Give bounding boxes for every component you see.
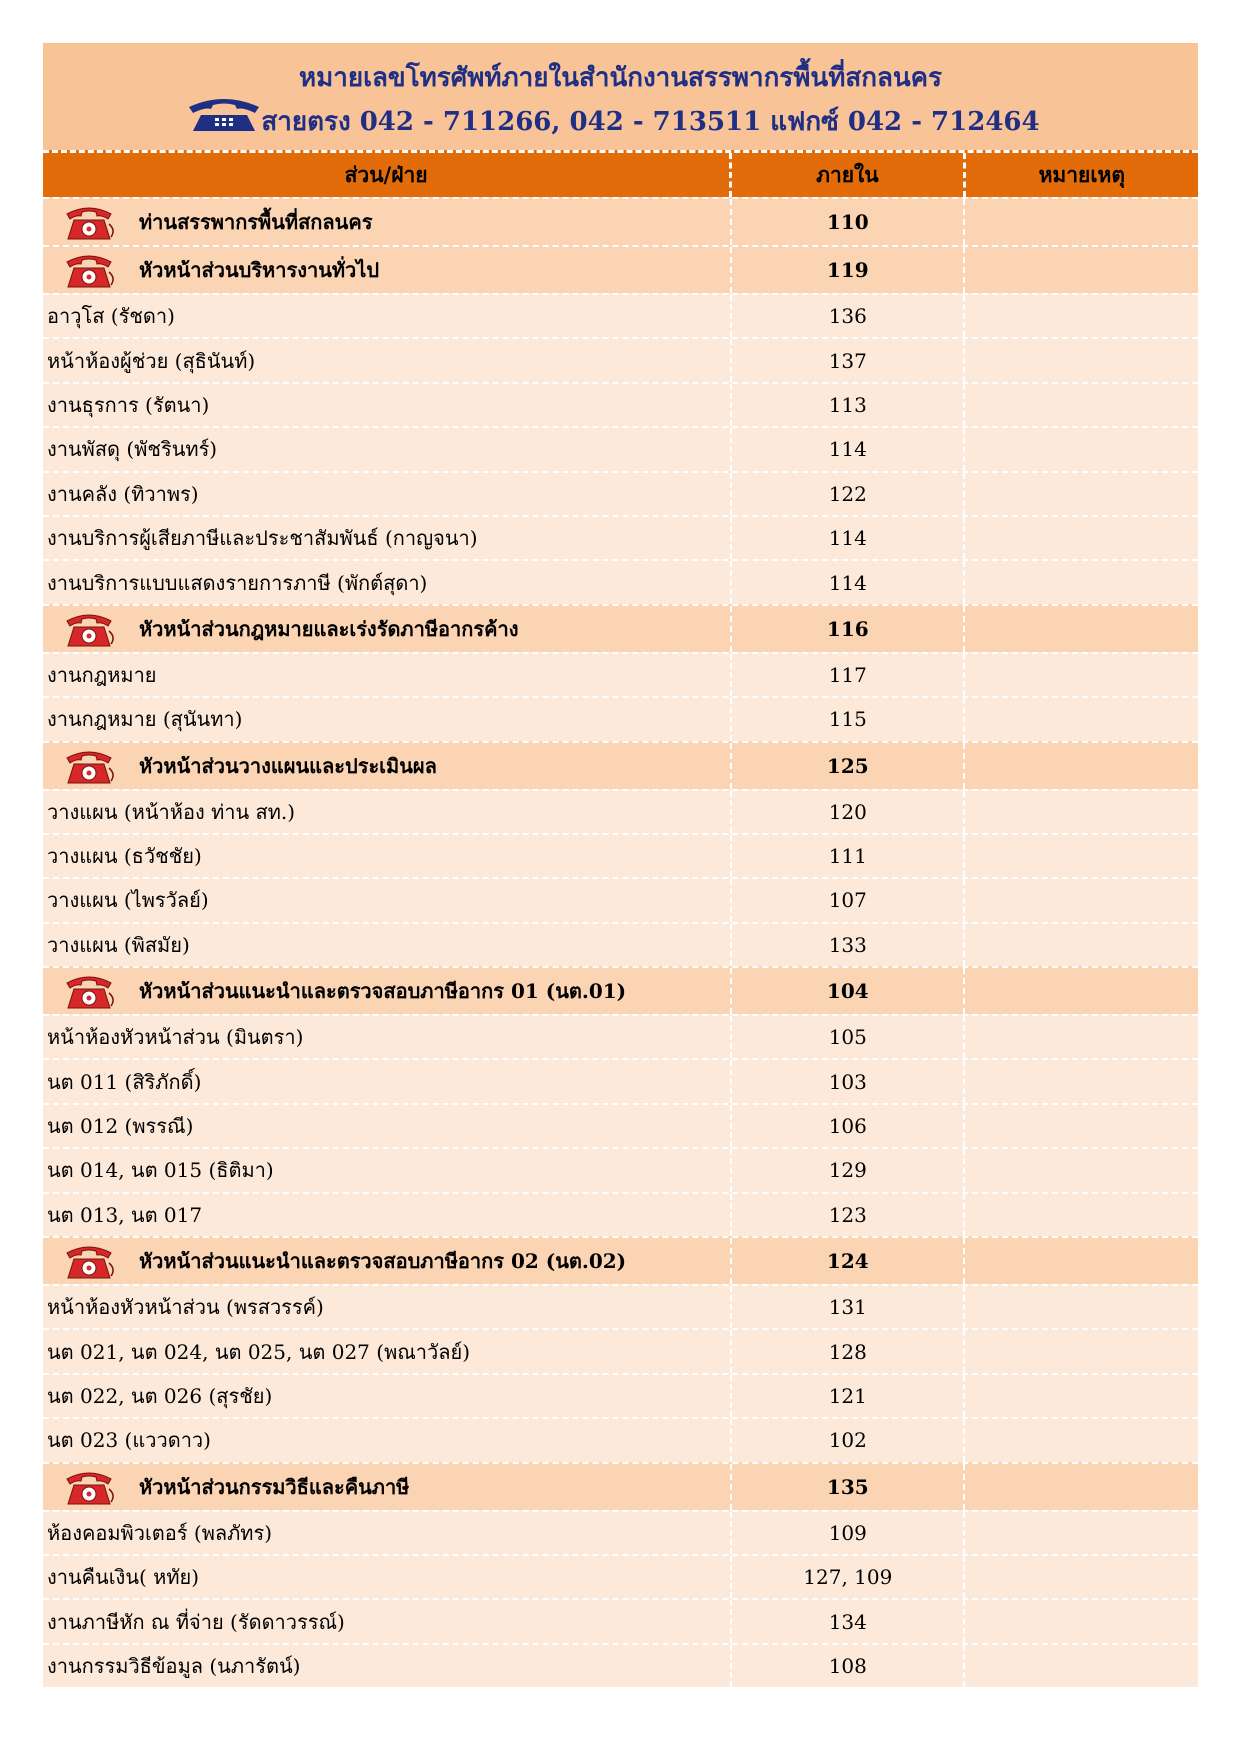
note-cell <box>963 1556 1198 1598</box>
extension-cell: 109 <box>730 1512 963 1554</box>
unit-cell: นต 012 (พรรณี) <box>47 1114 194 1139</box>
unit-cell: งานกฎหมาย <box>47 662 157 687</box>
extension-cell: 129 <box>730 1149 963 1191</box>
table-row <box>43 922 1198 966</box>
extension-cell: 115 <box>730 698 963 740</box>
red-telephone-icon <box>59 1241 119 1281</box>
table-row <box>43 293 1198 337</box>
note-cell <box>963 698 1198 740</box>
table-row <box>43 696 1198 740</box>
section-label: หัวหน้าส่วนแนะนำและตรวจสอบภาษีอากร 02 (นต.02) <box>139 1249 627 1274</box>
extension-cell: 135 <box>730 1464 963 1510</box>
section-row <box>43 966 1198 1014</box>
table-row <box>43 1284 1198 1328</box>
note-cell <box>963 743 1198 789</box>
table-row <box>43 1554 1198 1598</box>
extension-cell: 121 <box>730 1375 963 1417</box>
unit-cell: หน้าห้องผู้ช่วย (สุธินันท์) <box>47 348 256 373</box>
unit-cell: นต 011 (สิริภักดิ์) <box>47 1069 202 1094</box>
unit-cell: ห้องคอมพิวเตอร์ (พลภัทร) <box>47 1520 273 1545</box>
table-row <box>43 1192 1198 1236</box>
extension-cell: 107 <box>730 879 963 921</box>
unit-cell: งานพัสดุ (พัชรินทร์) <box>47 437 218 462</box>
note-cell <box>963 1375 1198 1417</box>
unit-cell: งานธุรการ (รัตนา) <box>47 392 210 417</box>
unit-cell <box>43 743 730 789</box>
extension-cell: 113 <box>730 384 963 426</box>
extension-cell: 133 <box>730 924 963 966</box>
red-telephone-icon <box>59 1467 119 1507</box>
unit-cell: นต 022, นต 026 (สุรชัย) <box>47 1384 273 1408</box>
extension-cell: 137 <box>730 339 963 381</box>
column-header-unit: ส่วน/ฝ่าย <box>344 161 428 187</box>
note-cell <box>963 606 1198 652</box>
extension-cell: 119 <box>730 247 963 293</box>
unit-cell: งานกรรมวิธีข้อมูล (นภารัตน์) <box>47 1653 301 1678</box>
table-row <box>43 559 1198 603</box>
note-cell <box>963 247 1198 293</box>
note-cell <box>963 1645 1198 1687</box>
extension-cell: 122 <box>730 473 963 515</box>
table-row <box>43 652 1198 696</box>
unit-cell: งานคลัง (ทิวาพร) <box>47 481 199 506</box>
unit-cell: วางแผน (พิสมัย) <box>47 932 190 957</box>
extension-cell: 110 <box>730 199 963 245</box>
note-cell <box>963 1016 1198 1058</box>
table-row <box>43 1058 1198 1102</box>
table-row <box>43 877 1198 921</box>
red-telephone-icon <box>59 250 119 290</box>
note-cell <box>963 473 1198 515</box>
note-cell <box>963 1464 1198 1510</box>
table-row <box>43 1598 1198 1642</box>
section-label: หัวหน้าส่วนกรรมวิธีและคืนภาษี <box>139 1474 410 1499</box>
unit-cell <box>43 606 730 652</box>
table-row <box>43 1014 1198 1058</box>
unit-cell: นต 023 (แววดาว) <box>47 1428 211 1453</box>
note-cell <box>963 384 1198 426</box>
note-cell <box>963 1194 1198 1236</box>
table-row <box>43 1373 1198 1417</box>
extension-cell: 114 <box>730 561 963 603</box>
unit-cell: หน้าห้องหัวหน้าส่วน (มินตรา) <box>47 1025 304 1050</box>
page-header <box>43 43 1198 150</box>
unit-cell <box>43 199 730 245</box>
unit-cell: หน้าห้องหัวหน้าส่วน (พรสวรรค์) <box>47 1295 324 1320</box>
note-cell <box>963 1238 1198 1284</box>
section-row <box>43 604 1198 652</box>
note-cell <box>963 835 1198 877</box>
extension-cell: 117 <box>730 654 963 696</box>
unit-cell: งานคืนเงิน( หทัย) <box>47 1565 200 1590</box>
note-cell <box>963 791 1198 833</box>
note-cell <box>963 879 1198 921</box>
note-cell <box>963 199 1198 245</box>
table-row <box>43 1417 1198 1461</box>
section-row <box>43 197 1198 245</box>
red-telephone-icon <box>59 971 119 1011</box>
section-row <box>43 1236 1198 1284</box>
unit-cell: งานภาษีหัก ณ ที่จ่าย (รัดดาวรรณ์) <box>47 1609 345 1634</box>
note-cell <box>963 561 1198 603</box>
page-title: หมายเลขโทรศัพท์ภายในสำนักงานสรรพากรพื้นที่สกลนคร <box>298 63 943 93</box>
unit-cell: งานกฎหมาย (สุนันทา) <box>47 707 243 732</box>
section-row <box>43 245 1198 293</box>
section-row <box>43 741 1198 789</box>
section-label: หัวหน้าส่วนวางแผนและประเมินผล <box>139 753 437 778</box>
unit-cell: นต 014, นต 015 (ธิติมา) <box>47 1158 274 1183</box>
extension-cell: 108 <box>730 1645 963 1687</box>
note-cell <box>963 339 1198 381</box>
unit-cell: นต 021, นต 024, นต 025, นต 027 (พณาวัลย์) <box>47 1339 471 1364</box>
table-body <box>43 197 1198 1687</box>
note-cell <box>963 1060 1198 1102</box>
table-row <box>43 382 1198 426</box>
table-row <box>43 833 1198 877</box>
table-row <box>43 1510 1198 1554</box>
unit-cell <box>43 1464 730 1510</box>
phone-directory <box>43 43 1198 1687</box>
note-cell <box>963 1600 1198 1642</box>
note-cell <box>963 924 1198 966</box>
extension-cell: 104 <box>730 968 963 1014</box>
table-row <box>43 1147 1198 1191</box>
section-label: หัวหน้าส่วนแนะนำและตรวจสอบภาษีอากร 01 (นต.01) <box>139 979 627 1004</box>
red-telephone-icon <box>59 609 119 649</box>
note-cell <box>963 428 1198 470</box>
red-telephone-icon <box>59 746 119 786</box>
table-row <box>43 1643 1198 1687</box>
section-label: หัวหน้าส่วนกฎหมายและเร่งรัดภาษีอากรค้าง <box>139 616 519 641</box>
unit-cell: อาวุโส (รัชดา) <box>47 304 175 329</box>
extension-cell: 125 <box>730 743 963 789</box>
unit-cell: งานบริการผู้เสียภาษีและประชาสัมพันธ์ (กาญจนา) <box>47 526 478 551</box>
unit-cell: วางแผน (ไพรวัลย์) <box>47 888 209 913</box>
section-label: ท่านสรรพากรพื้นที่สกลนคร <box>139 210 373 234</box>
unit-cell: วางแผน (หน้าห้อง ท่าน สท.) <box>47 799 296 824</box>
note-cell <box>963 1419 1198 1461</box>
page-subtitle: สายตรง 042 - 711266, 042 - 713511 แฟกซ์ 042 - 712464 <box>261 107 1040 137</box>
table-row <box>43 471 1198 515</box>
note-cell <box>963 1330 1198 1372</box>
extension-cell: 106 <box>730 1105 963 1147</box>
table-row <box>43 426 1198 470</box>
column-header-ext: ภายใน <box>729 153 962 197</box>
note-cell <box>963 295 1198 337</box>
extension-cell: 103 <box>730 1060 963 1102</box>
extension-cell: 120 <box>730 791 963 833</box>
extension-cell: 124 <box>730 1238 963 1284</box>
section-label: หัวหน้าส่วนบริหารงานทั่วไป <box>139 258 380 282</box>
note-cell <box>963 968 1198 1014</box>
extension-cell: 127, 109 <box>730 1556 963 1598</box>
extension-cell: 134 <box>730 1600 963 1642</box>
extension-cell: 111 <box>730 835 963 877</box>
extension-cell: 131 <box>730 1286 963 1328</box>
note-cell <box>963 1105 1198 1147</box>
unit-cell <box>43 968 730 1014</box>
note-cell <box>963 517 1198 559</box>
note-cell <box>963 1512 1198 1554</box>
unit-cell <box>43 1238 730 1284</box>
extension-cell: 128 <box>730 1330 963 1372</box>
unit-cell <box>43 247 730 293</box>
extension-cell: 114 <box>730 428 963 470</box>
table-row <box>43 515 1198 559</box>
extension-cell: 105 <box>730 1016 963 1058</box>
note-cell <box>963 654 1198 696</box>
note-cell <box>963 1286 1198 1328</box>
unit-cell: นต 013, นต 017 <box>47 1202 203 1227</box>
extension-cell: 102 <box>730 1419 963 1461</box>
table-row <box>43 1103 1198 1147</box>
table-row <box>43 337 1198 381</box>
note-cell <box>963 1149 1198 1191</box>
red-telephone-icon <box>59 202 119 242</box>
extension-cell: 116 <box>730 606 963 652</box>
extension-cell: 136 <box>730 295 963 337</box>
section-row <box>43 1462 1198 1510</box>
extension-cell: 114 <box>730 517 963 559</box>
table-row <box>43 1328 1198 1372</box>
table-row <box>43 789 1198 833</box>
unit-cell: วางแผน (ธวัชชัย) <box>47 844 202 869</box>
extension-cell: 123 <box>730 1194 963 1236</box>
unit-cell: งานบริการแบบแสดงรายการภาษี (พักต์สุดา) <box>47 570 428 595</box>
column-header-note: หมายเหตุ <box>963 153 1198 197</box>
table-header <box>43 150 1198 197</box>
